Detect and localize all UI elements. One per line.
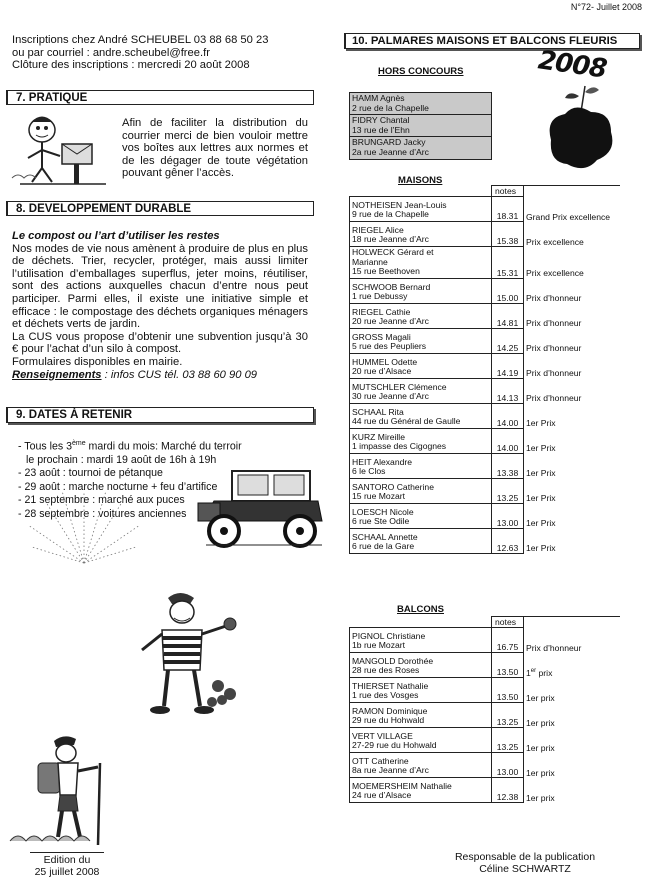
- entrant-cell: [350, 428, 492, 453]
- entrant-address: 44 rue du Général de Gaulle: [352, 416, 461, 427]
- prize-cell: Prix excellence: [526, 236, 584, 247]
- entrant-name: OTT Catherine: [352, 755, 409, 766]
- prize-cell: 1er Prix: [526, 543, 556, 554]
- entrant-name: NOTHEISEN Jean-Louis: [352, 199, 447, 210]
- entrant-cell: [350, 478, 492, 503]
- section-heading-pratique: 7. PRATIQUE: [6, 90, 314, 105]
- table-row: [350, 678, 621, 703]
- entrant-cell: [350, 278, 492, 303]
- compost-info-line: [12, 369, 308, 382]
- hiker-illustration: [4, 733, 114, 849]
- entrant-name: GROSS Magali: [352, 331, 411, 342]
- entrant-cell: [350, 115, 492, 137]
- entrant-name: VERT VILLAGE: [352, 730, 413, 741]
- prize-cell: 1er Prix: [526, 418, 556, 429]
- score-cell: 13.25: [492, 478, 524, 503]
- entrant-cell: [350, 628, 492, 653]
- prize-cell: 1er prix: [526, 792, 555, 803]
- entrant-name: HUMMEL Odette: [352, 356, 418, 367]
- section-heading-developpement-durable: 8. DEVELOPPEMENT DURABLE: [6, 201, 314, 216]
- ordinal-superscript: er: [530, 667, 537, 674]
- date-item-text: - Tous les 3: [18, 440, 72, 453]
- renseignements-phone: : infos CUS tél. 03 88 60 90 09: [101, 368, 258, 381]
- score-cell: 12.38: [492, 778, 524, 803]
- score-cell: 14.19: [492, 353, 524, 378]
- entrant-name: HOLWECK Gérard et: [352, 247, 434, 257]
- fireworks-illustration: [24, 485, 144, 565]
- section-heading-dates: 9. DATES À RETENIR: [6, 407, 314, 423]
- mailbox-cartoon-illustration: [12, 112, 110, 186]
- prize-cell: 1er prix: [526, 717, 555, 728]
- table-row: [350, 137, 492, 159]
- score-cell: 14.81: [492, 303, 524, 328]
- entrant-cell: [350, 653, 492, 678]
- entrant-name: Marianne: [352, 256, 388, 267]
- entrant-cell: [350, 353, 492, 378]
- entrant-address: 28 rue des Roses: [352, 665, 420, 676]
- entrant-cell: [350, 403, 492, 428]
- score-cell: 15.31: [492, 247, 524, 279]
- score-cell: 14.00: [492, 428, 524, 453]
- pratique-text: Afin de faciliter la distribution du courrier merci de bien vouloir mettre vos boîtes aux lettres aux normes et de les dégager de toute végétation pouvant gêner l’accès.: [122, 117, 308, 180]
- table-row: [350, 628, 621, 653]
- entrant-name: THIERSET Nathalie: [352, 680, 429, 691]
- entrant-cell: [350, 778, 492, 803]
- balcons-table: [349, 616, 620, 803]
- entrant-address: 1 rue des Vosges: [352, 690, 419, 701]
- table-row: [350, 353, 621, 378]
- table-row: [350, 197, 621, 222]
- section-heading-palmares: 10. PALMARES MAISONS ET BALCONS FLEURIS: [344, 33, 640, 49]
- table-row: [350, 778, 621, 803]
- entrant-name: PIGNOL Christiane: [352, 630, 426, 641]
- entrant-address: 20 rue d’Alsace: [352, 366, 412, 377]
- issue-number: N°72- Juillet 2008: [570, 2, 642, 12]
- score-cell: 13.50: [492, 653, 524, 678]
- ordinal-superscript: ème: [71, 440, 86, 447]
- entrant-address: 8a rue Jeanne d’Arc: [352, 765, 429, 776]
- table-row: [350, 378, 621, 403]
- entrant-name: BRUNGARD Jacky: [352, 137, 426, 148]
- prize-cell: Grand Prix excellence: [526, 211, 611, 222]
- score-cell: 13.25: [492, 703, 524, 728]
- balcons-title: BALCONS: [397, 604, 444, 615]
- maisons-title: MAISONS: [398, 175, 443, 186]
- table-row: [350, 478, 621, 503]
- table-row: [350, 278, 621, 303]
- table-row: [350, 703, 621, 728]
- compost-paragraph: Nos modes de vie nous amènent à produire de plus en plus de déchets. Trier, recycler, protéger, mais aussi limiter l’utilisation d’emballages superflus, jeter moins, réutiliser, sont des actions auxquelles chacun d’entre nous peut participer. Parmi elles, il existe une initiative simple et efficace : le compostage des déchets organiques ménagers et déchets verts de jardin.: [12, 242, 308, 331]
- table-header-row: [350, 186, 621, 197]
- score-cell: 18.31: [492, 197, 524, 222]
- vintage-car-illustration: [192, 463, 332, 553]
- score-cell: 15.38: [492, 222, 524, 247]
- table-header-row: [350, 617, 621, 628]
- entrant-name: RIEGEL Cathie: [352, 306, 411, 317]
- prize-cell: Prix d’honneur: [526, 343, 582, 354]
- entrant-name: SCHWOOB Bernard: [352, 281, 431, 292]
- table-row: [350, 428, 621, 453]
- entrant-name: HAMM Agnès: [352, 93, 405, 103]
- entrant-name: MANGOLD Dorothée: [352, 655, 434, 666]
- entrant-address: 2 rue de la Chapelle: [352, 102, 429, 113]
- entrant-address: 1 rue Debussy: [352, 291, 408, 302]
- prize-text: 1: [526, 667, 531, 678]
- entrant-cell: [350, 137, 492, 159]
- prize-cell: 1er prix: [526, 742, 555, 753]
- edition-label: Edition du: [43, 854, 91, 866]
- score-cell: 13.00: [492, 503, 524, 528]
- entrant-address: 20 rue Jeanne d’Arc: [352, 316, 429, 327]
- maisons-table: [349, 185, 620, 554]
- entrant-address: 5 rue des Peupliers: [352, 341, 427, 352]
- entrant-address: 2a rue Jeanne d’Arc: [352, 146, 429, 157]
- table-row: [350, 503, 621, 528]
- publication-footer: [430, 851, 620, 875]
- date-item: - 29 août : marche nocturne + feu d’artifice: [18, 480, 218, 493]
- entrant-address: 29 rue du Hohwald: [352, 715, 425, 726]
- flower-illustration: [545, 82, 620, 172]
- header-spacer: [350, 186, 492, 197]
- entrant-name: MOEMERSHEIM Nathalie: [352, 780, 452, 791]
- entrant-address: 6 le Clos: [352, 466, 386, 477]
- entrant-cell: [350, 222, 492, 247]
- entrant-address: 6 rue de la Gare: [352, 541, 415, 552]
- score-cell: 12.63: [492, 528, 524, 553]
- entrant-cell: [350, 197, 492, 222]
- entrant-cell: [350, 328, 492, 353]
- entrant-address: 15 rue Mozart: [352, 491, 406, 502]
- entrant-name: LOESCH Nicole: [352, 506, 414, 517]
- entrant-address: 1b rue Mozart: [352, 640, 406, 651]
- score-cell: 13.38: [492, 453, 524, 478]
- prize-text: prix: [536, 667, 553, 678]
- entrant-address: 6 rue Ste Odile: [352, 516, 410, 527]
- prize-cell: Prix d’honneur: [526, 642, 582, 653]
- compost-subtitle: Le compost ou l’art d’utiliser les restes: [12, 230, 220, 242]
- entrant-cell: [350, 703, 492, 728]
- compost-subsidy-paragraph: La CUS vous propose d’obtenir une subvention jusqu’à 30 € pour l’achat d’un silo à compost.: [12, 330, 308, 356]
- prize-cell: Prix d’honneur: [526, 293, 582, 304]
- entrant-address: 18 rue Jeanne d’Arc: [352, 234, 429, 245]
- entrant-address: 1 impasse des Cigognes: [352, 441, 447, 452]
- publication-responsible-name: Céline SCHWARTZ: [479, 863, 571, 875]
- entrant-cell: [350, 247, 492, 279]
- table-row: [350, 653, 621, 678]
- date-item-text: mardi du mois: Marché du terroir: [85, 440, 242, 453]
- prize-cell: Prix excellence: [526, 268, 584, 279]
- edition-date: 25 juillet 2008: [34, 866, 100, 878]
- petanque-player-illustration: [128, 590, 248, 730]
- score-cell: 13.25: [492, 728, 524, 753]
- entrant-name: FIDRY Chantal: [352, 115, 410, 126]
- score-cell: 13.00: [492, 753, 524, 778]
- table-row: [350, 753, 621, 778]
- entrant-name: RAMON Dominique: [352, 705, 428, 716]
- publication-responsible-label: Responsable de la publication: [454, 851, 596, 863]
- renseignements-label: Renseignements: [12, 368, 102, 381]
- prize-cell: 1er prix: [526, 767, 555, 778]
- date-item: - 21 septembre : marché aux puces: [18, 494, 185, 507]
- prize-cell: 1er Prix: [526, 493, 556, 504]
- edition-footer: [30, 852, 104, 878]
- prize-cell: Prix d’honneur: [526, 368, 582, 379]
- score-cell: 14.13: [492, 378, 524, 403]
- prize-cell: 1er Prix: [526, 518, 556, 529]
- entrant-cell: [350, 378, 492, 403]
- header-spacer: [350, 617, 492, 628]
- header-spacer: [524, 186, 621, 197]
- prize-cell: 1er Prix: [526, 443, 556, 454]
- entrant-address: 13 rue de l’Ehn: [352, 124, 410, 135]
- date-item: - 23 août : tournoi de pétanque: [18, 467, 163, 480]
- inscriptions-closing-line: Clôture des inscriptions : mercredi 20 août 2008: [12, 59, 250, 72]
- entrant-name: KURZ Mireille: [352, 431, 405, 442]
- inscriptions-email-line: ou par courriel : andre.scheubel@free.fr: [12, 46, 210, 59]
- table-row: [350, 728, 621, 753]
- entrant-cell: [350, 453, 492, 478]
- table-row: [350, 328, 621, 353]
- entrant-name: SCHAAL Rita: [352, 406, 404, 417]
- hors-concours-title: HORS CONCOURS: [378, 66, 464, 77]
- entrant-cell: [350, 678, 492, 703]
- compost-article: [12, 230, 308, 381]
- table-row: [350, 247, 621, 279]
- prize-cell: 1er prix: [526, 692, 555, 703]
- entrant-address: 27-29 rue du Hohwald: [352, 740, 437, 751]
- prize-cell: 1er Prix: [526, 468, 556, 479]
- table-row: [350, 222, 621, 247]
- table-row: [350, 93, 492, 115]
- entrant-name: MUTSCHLER Clémence: [352, 381, 447, 392]
- prize-cell: Prix d’honneur: [526, 318, 582, 329]
- table-row: [350, 528, 621, 553]
- table-row: [350, 303, 621, 328]
- entrant-address: 15 rue Beethoven: [352, 266, 420, 277]
- prize-cell: Prix d’honneur: [526, 393, 582, 404]
- entrant-address: 30 rue Jeanne d’Arc: [352, 391, 429, 402]
- score-cell: 14.25: [492, 328, 524, 353]
- header-spacer: [524, 617, 621, 628]
- inscriptions-block: [12, 34, 332, 72]
- date-item: le prochain : mardi 19 août de 16h à 19h: [26, 453, 217, 466]
- notes-column-header: notes: [492, 617, 524, 628]
- score-cell: 15.00: [492, 278, 524, 303]
- entrant-cell: [350, 728, 492, 753]
- hors-concours-table: [349, 92, 492, 160]
- score-cell: 14.00: [492, 403, 524, 428]
- date-item: [18, 437, 318, 454]
- table-row: [350, 115, 492, 137]
- table-row: [350, 453, 621, 478]
- entrant-address: 9 rue de la Chapelle: [352, 209, 429, 220]
- entrant-cell: [350, 503, 492, 528]
- entrant-cell: [350, 753, 492, 778]
- entrant-cell: [350, 303, 492, 328]
- entrant-name: SCHAAL Annette: [352, 531, 418, 542]
- entrant-name: SANTORO Catherine: [352, 481, 434, 492]
- date-item: - 28 septembre : voitures anciennes: [18, 507, 187, 520]
- entrant-cell: [350, 93, 492, 115]
- score-cell: 16.75: [492, 628, 524, 653]
- entrant-address: 24 rue d’Alsace: [352, 790, 412, 801]
- inscriptions-line: Inscriptions chez André SCHEUBEL 03 88 68 50 23: [12, 34, 269, 46]
- year-logo: 2008: [536, 45, 609, 85]
- prize-cell: [524, 653, 621, 678]
- compost-forms-line: Formulaires disponibles en mairie.: [12, 355, 183, 368]
- notes-column-header: notes: [492, 186, 524, 197]
- score-cell: 13.50: [492, 678, 524, 703]
- entrant-cell: [350, 528, 492, 553]
- entrant-name: HEIT Alexandre: [352, 456, 413, 467]
- entrant-name: RIEGEL Alice: [352, 224, 404, 235]
- table-row: [350, 403, 621, 428]
